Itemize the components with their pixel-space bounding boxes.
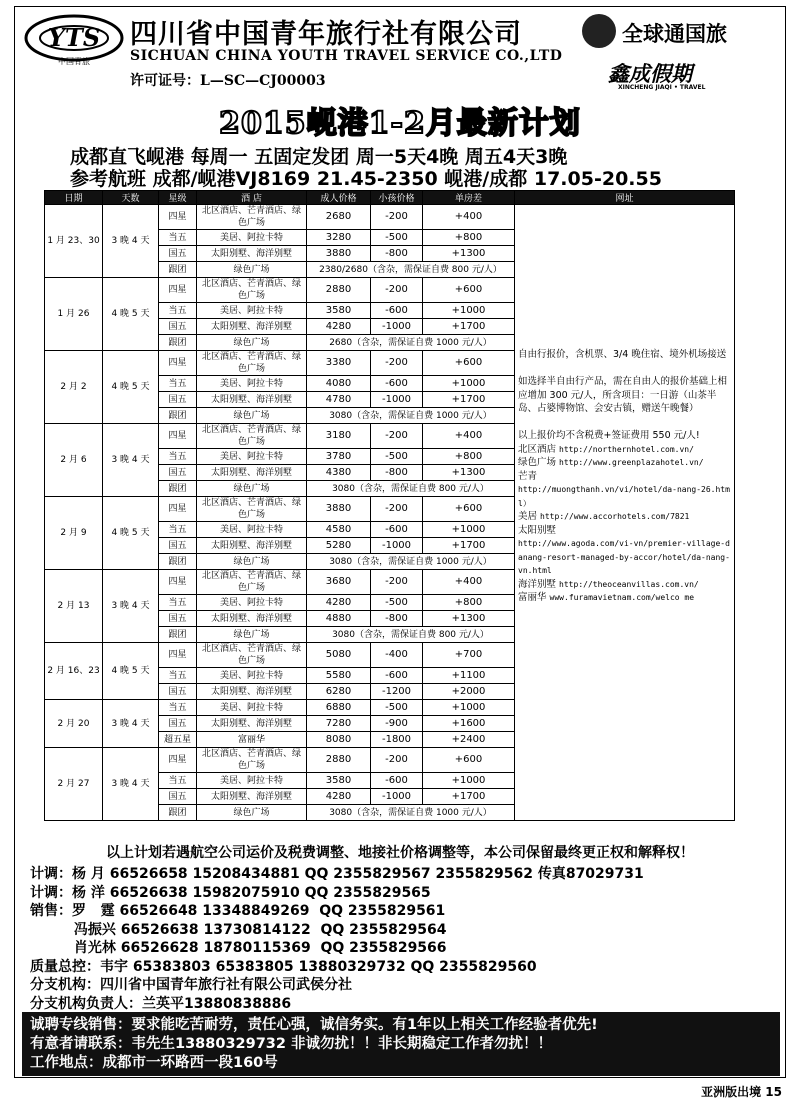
hotel-cell: 北区酒店、芒青酒店、绿色广场 [197, 205, 307, 230]
column-header: 天数 [103, 191, 159, 205]
hotel-label: 芒青 [518, 470, 538, 482]
star-cell: 当五 [159, 303, 197, 319]
days-cell: 3 晚 4 天 [103, 570, 159, 643]
star-cell: 当五 [159, 449, 197, 465]
main-title: 2015岘港1-2月最新计划 [219, 106, 581, 141]
star-cell: 四星 [159, 748, 197, 773]
hotel-url[interactable]: http://www.agoda.com/vi-vn/premier-village-danang-resort-managed-by-accor/hotel/da-nang-vn.html [518, 539, 730, 575]
merged-price-cell: 3080（含杂，需保证自费 1000 元/人） [307, 408, 515, 424]
hotel-cell: 太阳别墅、海洋别墅 [197, 789, 307, 805]
column-header: 小孩价格 [371, 191, 423, 205]
note-text: 自由行报价，含机票、3/4 晚住宿、境外机场接送 [518, 349, 727, 360]
adult-price-cell: 3380 [307, 351, 371, 376]
column-header: 网址 [515, 191, 735, 205]
single-supplement-cell: +600 [423, 351, 515, 376]
hotel-cell: 太阳别墅、海洋别墅 [197, 246, 307, 262]
single-supplement-cell: +700 [423, 643, 515, 668]
child-price-cell: -1000 [371, 789, 423, 805]
contact-line: 冯振兴 66526638 13730814122 QQ 2355829564 [30, 921, 447, 938]
child-price-cell: -200 [371, 424, 423, 449]
adult-price-cell: 2680 [307, 205, 371, 230]
single-supplement-cell: +2000 [423, 684, 515, 700]
merged-price-cell: 2680（含杂，需保证自费 1000 元/人） [307, 335, 515, 351]
hotel-cell: 北区酒店、芒青酒店、绿色广场 [197, 570, 307, 595]
hotel-cell: 北区酒店、芒青酒店、绿色广场 [197, 424, 307, 449]
note-text: 如选择半自由行产品，需在自由人的报价基础上相应增加 300 元/人，所含项目：一日游（山茶半岛、占婆博物馆、会安古镇，赠送午晚餐） [518, 376, 728, 414]
company-name-cn: 四川省中国青年旅行社有限公司 [130, 19, 522, 50]
company-name-en: SICHUAN CHINA YOUTH TRAVEL SERVICE CO.,LTD [130, 48, 563, 64]
adult-price-cell: 4780 [307, 392, 371, 408]
single-supplement-cell: +1100 [423, 668, 515, 684]
single-supplement-cell: +2400 [423, 732, 515, 748]
hotel-url[interactable]: http://www.greenplazahotel.vn/ [559, 458, 704, 467]
adult-price-cell: 5580 [307, 668, 371, 684]
table-row [45, 205, 735, 230]
recruit-line: 诚聘专线销售：要求能吃苦耐劳，责任心强，诚信务实。有1年以上相关工作经验者优先! [30, 1017, 598, 1033]
column-header: 酒 店 [197, 191, 307, 205]
hotel-cell: 美居、阿拉卡特 [197, 376, 307, 392]
adult-price-cell: 6880 [307, 700, 371, 716]
license-number: 许可证号：L—SC—CJ00003 [130, 73, 326, 89]
hotel-cell: 富丽华 [197, 732, 307, 748]
hotel-cell: 太阳别墅、海洋别墅 [197, 465, 307, 481]
adult-price-cell: 4280 [307, 319, 371, 335]
date-cell: 2 月 16、23 [45, 643, 103, 700]
star-cell: 当五 [159, 376, 197, 392]
hotel-cell: 太阳别墅、海洋别墅 [197, 392, 307, 408]
price-table [44, 190, 735, 821]
recruit-line: 有意者请联系：韦先生13880329732 非诚勿扰！！非长期稳定工作者勿扰！！ [30, 1036, 553, 1052]
hotel-cell: 美居、阿拉卡特 [197, 773, 307, 789]
adult-price-cell: 4080 [307, 376, 371, 392]
hotel-cell: 太阳别墅、海洋别墅 [197, 611, 307, 627]
child-price-cell: -500 [371, 700, 423, 716]
days-cell: 4 晚 5 天 [103, 643, 159, 700]
adult-price-cell: 7280 [307, 716, 371, 732]
star-cell: 跟团 [159, 554, 197, 570]
adult-price-cell: 3780 [307, 449, 371, 465]
hotel-cell: 美居、阿拉卡特 [197, 595, 307, 611]
hotel-cell: 绿色广场 [197, 481, 307, 497]
star-cell: 四星 [159, 424, 197, 449]
star-cell: 国五 [159, 246, 197, 262]
subtitle-schedule: 成都直飞岘港 每周一 五固定发团 周一5天4晚 周五4天3晚 [70, 146, 568, 168]
star-cell: 当五 [159, 773, 197, 789]
star-cell: 国五 [159, 319, 197, 335]
contact-line: 分支机构：四川省中国青年旅行社有限公司武侯分社 [30, 977, 352, 993]
star-cell: 国五 [159, 611, 197, 627]
days-cell: 4 晚 5 天 [103, 278, 159, 351]
adult-price-cell: 3580 [307, 773, 371, 789]
star-cell: 跟团 [159, 627, 197, 643]
single-supplement-cell: +800 [423, 230, 515, 246]
price-table-wrap [44, 190, 734, 821]
child-price-cell: -1200 [371, 684, 423, 700]
hotel-label: 绿色广场 [518, 457, 557, 468]
contact-list [30, 865, 644, 1013]
child-price-cell: -600 [371, 668, 423, 684]
single-supplement-cell: +800 [423, 449, 515, 465]
hotel-url[interactable]: www.furamavietnam.com/welco me [549, 593, 695, 602]
hotel-cell: 太阳别墅、海洋别墅 [197, 538, 307, 554]
hotel-url[interactable]: http://www.accorhotels.com/7821 [540, 512, 690, 521]
date-cell: 2 月 20 [45, 700, 103, 748]
contact-line: 分支机构负责人：兰英平13880838886 [30, 995, 292, 1012]
child-price-cell: -200 [371, 351, 423, 376]
star-cell: 四星 [159, 570, 197, 595]
child-price-cell: -500 [371, 595, 423, 611]
globe-icon [582, 14, 616, 48]
star-cell: 国五 [159, 392, 197, 408]
partner-logo [582, 14, 782, 48]
hotel-cell: 美居、阿拉卡特 [197, 303, 307, 319]
child-price-cell: -600 [371, 303, 423, 319]
hotel-cell: 美居、阿拉卡特 [197, 522, 307, 538]
star-cell: 跟团 [159, 408, 197, 424]
note-text: 以上报价均不含税费+签证费用 550 元/人! [518, 430, 700, 441]
star-cell: 当五 [159, 668, 197, 684]
column-header: 星级 [159, 191, 197, 205]
column-header: 日期 [45, 191, 103, 205]
merged-price-cell: 3080（含杂，需保证自费 1000 元/人） [307, 805, 515, 821]
hotel-cell: 美居、阿拉卡特 [197, 449, 307, 465]
single-supplement-cell: +1000 [423, 700, 515, 716]
hotel-cell: 北区酒店、芒青酒店、绿色广场 [197, 278, 307, 303]
single-supplement-cell: +1000 [423, 303, 515, 319]
hotel-cell: 太阳别墅、海洋别墅 [197, 684, 307, 700]
adult-price-cell: 3280 [307, 230, 371, 246]
xincheng-name: 鑫成假期 [608, 62, 692, 86]
table-body [45, 205, 735, 821]
single-supplement-cell: +400 [423, 570, 515, 595]
star-cell: 国五 [159, 538, 197, 554]
hotel-cell: 美居、阿拉卡特 [197, 700, 307, 716]
child-price-cell: -800 [371, 246, 423, 262]
star-cell: 当五 [159, 700, 197, 716]
hotel-label: 富丽华 [518, 592, 547, 603]
single-supplement-cell: +600 [423, 748, 515, 773]
child-price-cell: -200 [371, 748, 423, 773]
star-cell: 跟团 [159, 262, 197, 278]
star-cell: 四星 [159, 351, 197, 376]
single-supplement-cell: +600 [423, 497, 515, 522]
adult-price-cell: 6280 [307, 684, 371, 700]
hotel-url[interactable]: http://muongthanh.vn/vi/hotel/da-nang-26.html） [518, 485, 730, 508]
hotel-cell: 绿色广场 [197, 408, 307, 424]
xincheng-logo [600, 58, 750, 96]
days-cell: 4 晚 5 天 [103, 351, 159, 424]
date-cell: 2 月 13 [45, 570, 103, 643]
hotel-cell: 北区酒店、芒青酒店、绿色广场 [197, 643, 307, 668]
contact-line: 计调：杨 月 66526658 15208434881 QQ 2355829567 2355829562 传真87029731 [30, 866, 644, 882]
single-supplement-cell: +1700 [423, 319, 515, 335]
adult-price-cell: 2880 [307, 748, 371, 773]
days-cell: 3 晚 4 天 [103, 424, 159, 497]
recruit-banner [22, 1012, 780, 1076]
star-cell: 超五星 [159, 732, 197, 748]
date-cell: 1 月 26 [45, 278, 103, 351]
star-cell: 四星 [159, 205, 197, 230]
child-price-cell: -600 [371, 522, 423, 538]
contact-line: 肖光林 66526628 18780115369 QQ 2355829566 [30, 940, 447, 956]
hotel-cell: 绿色广场 [197, 805, 307, 821]
merged-price-cell: 3080（含杂，需保证自费 800 元/人） [307, 481, 515, 497]
logo-sub: 中国青旅 [58, 57, 90, 66]
hotel-cell: 绿色广场 [197, 627, 307, 643]
date-cell: 2 月 2 [45, 351, 103, 424]
star-cell: 四星 [159, 643, 197, 668]
star-cell: 国五 [159, 684, 197, 700]
hotel-cell: 美居、阿拉卡特 [197, 668, 307, 684]
single-supplement-cell: +1700 [423, 392, 515, 408]
date-cell: 2 月 9 [45, 497, 103, 570]
star-cell: 国五 [159, 789, 197, 805]
contact-line: 质量总控：韦宇 65383803 65383805 13880329732 QQ 2355829560 [30, 958, 537, 975]
date-cell: 2 月 27 [45, 748, 103, 821]
child-price-cell: -200 [371, 205, 423, 230]
hotel-url[interactable]: http://northernhotel.com.vn/ [559, 444, 694, 454]
child-price-cell: -1000 [371, 538, 423, 554]
date-cell: 2 月 6 [45, 424, 103, 497]
single-supplement-cell: +800 [423, 595, 515, 611]
hotel-cell: 绿色广场 [197, 262, 307, 278]
contact-line: 计调：杨 洋 66526638 15982075910 QQ 2355829565 [30, 884, 431, 901]
child-price-cell: -600 [371, 376, 423, 392]
star-cell: 跟团 [159, 805, 197, 821]
single-supplement-cell: +1300 [423, 611, 515, 627]
child-price-cell: -500 [371, 230, 423, 246]
column-header: 单房差 [423, 191, 515, 205]
adult-price-cell: 4880 [307, 611, 371, 627]
logo-text: YTS [47, 23, 101, 52]
merged-price-cell: 3080（含杂，需保证自费 1000 元/人） [307, 554, 515, 570]
adult-price-cell: 5080 [307, 643, 371, 668]
child-price-cell: -900 [371, 716, 423, 732]
hotel-cell: 太阳别墅、海洋别墅 [197, 716, 307, 732]
adult-price-cell: 4380 [307, 465, 371, 481]
hotel-url[interactable]: http://theoceanvillas.com.vn/ [559, 579, 699, 589]
child-price-cell: -800 [371, 611, 423, 627]
adult-price-cell: 3580 [307, 303, 371, 319]
child-price-cell: -200 [371, 278, 423, 303]
child-price-cell: -1800 [371, 732, 423, 748]
days-cell: 4 晚 5 天 [103, 497, 159, 570]
hotel-label: 海洋别墅 [518, 578, 557, 590]
subtitle-flights: 参考航班 成都/岘港VJ8169 21.45-2350 岘港/成都 17.05-20.55 [70, 168, 662, 190]
adult-price-cell: 4280 [307, 789, 371, 805]
single-supplement-cell: +1300 [423, 465, 515, 481]
contact-line: 销售：罗 霆 66526648 13348849269 QQ 2355829561 [30, 903, 446, 919]
column-header: 成人价格 [307, 191, 371, 205]
adult-price-cell: 5280 [307, 538, 371, 554]
child-price-cell: -400 [371, 643, 423, 668]
hotel-cell: 美居、阿拉卡特 [197, 230, 307, 246]
star-cell: 国五 [159, 465, 197, 481]
hotel-label: 美居 [518, 511, 538, 522]
child-price-cell: -500 [371, 449, 423, 465]
star-cell: 当五 [159, 522, 197, 538]
single-supplement-cell: +1700 [423, 789, 515, 805]
days-cell: 3 晚 4 天 [103, 205, 159, 278]
adult-price-cell: 4280 [307, 595, 371, 611]
hotel-cell: 绿色广场 [197, 554, 307, 570]
hotel-cell: 北区酒店、芒青酒店、绿色广场 [197, 497, 307, 522]
star-cell: 当五 [159, 595, 197, 611]
recruit-line: 工作地点：成都市一环路西一段160号 [30, 1055, 278, 1071]
child-price-cell: -1000 [371, 319, 423, 335]
disclaimer: 以上计划若遇航空公司运价及税费调整、地接社价格调整等，本公司保留最终更正权和解释权！ [106, 845, 694, 861]
website-notes [515, 205, 735, 821]
date-cell: 1 月 23、30 [45, 205, 103, 278]
days-cell: 3 晚 4 天 [103, 748, 159, 821]
child-price-cell: -800 [371, 465, 423, 481]
hotel-label: 北区酒店 [518, 443, 557, 455]
company-logo [22, 10, 127, 68]
hotel-cell: 北区酒店、芒青酒店、绿色广场 [197, 351, 307, 376]
single-supplement-cell: +1700 [423, 538, 515, 554]
days-cell: 3 晚 4 天 [103, 700, 159, 748]
page-footer: 亚洲版出境 15 [701, 1085, 782, 1099]
child-price-cell: -1000 [371, 392, 423, 408]
star-cell: 当五 [159, 230, 197, 246]
hotel-cell: 北区酒店、芒青酒店、绿色广场 [197, 748, 307, 773]
single-supplement-cell: +1000 [423, 773, 515, 789]
hotel-cell: 绿色广场 [197, 335, 307, 351]
partner-name: 全球通国旅 [622, 22, 727, 46]
adult-price-cell: 2880 [307, 278, 371, 303]
single-supplement-cell: +600 [423, 278, 515, 303]
star-cell: 四星 [159, 497, 197, 522]
child-price-cell: -600 [371, 773, 423, 789]
hotel-cell: 太阳别墅、海洋别墅 [197, 319, 307, 335]
single-supplement-cell: +1300 [423, 246, 515, 262]
child-price-cell: -200 [371, 570, 423, 595]
adult-price-cell: 3880 [307, 497, 371, 522]
star-cell: 国五 [159, 716, 197, 732]
adult-price-cell: 8080 [307, 732, 371, 748]
child-price-cell: -200 [371, 497, 423, 522]
single-supplement-cell: +1000 [423, 376, 515, 392]
star-cell: 跟团 [159, 481, 197, 497]
adult-price-cell: 4580 [307, 522, 371, 538]
merged-price-cell: 2380/2680（含杂，需保证自费 800 元/人） [307, 262, 515, 278]
star-cell: 跟团 [159, 335, 197, 351]
adult-price-cell: 3880 [307, 246, 371, 262]
single-supplement-cell: +400 [423, 205, 515, 230]
merged-price-cell: 3080（含杂，需保证自费 800 元/人） [307, 627, 515, 643]
hotel-label: 太阳别墅 [518, 524, 557, 536]
table-header-row [45, 191, 735, 205]
adult-price-cell: 3680 [307, 570, 371, 595]
xincheng-sub: XINCHENG JIAQI • TRAVEL [618, 84, 706, 91]
single-supplement-cell: +1600 [423, 716, 515, 732]
single-supplement-cell: +1000 [423, 522, 515, 538]
single-supplement-cell: +400 [423, 424, 515, 449]
adult-price-cell: 3180 [307, 424, 371, 449]
star-cell: 四星 [159, 278, 197, 303]
